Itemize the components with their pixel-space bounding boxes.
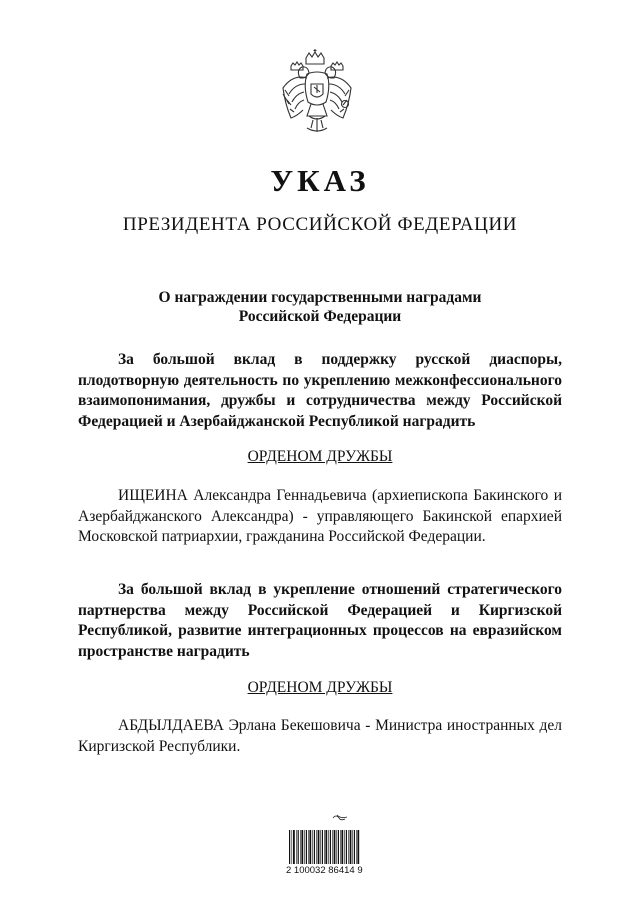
decree-heading: О награждении государственными наградами Российской Федерации — [158, 289, 482, 325]
award-name-2: ОРДЕНОМ ДРУЖБЫ — [247, 679, 393, 696]
award-name-1: ОРДЕНОМ ДРУЖБЫ — [247, 448, 393, 465]
coat-of-arms-icon — [273, 48, 361, 144]
decree-issuer: ПРЕЗИДЕНТА РОССИЙСКОЙ ФЕДЕРАЦИИ — [122, 214, 518, 235]
decree-title: УКАЗ — [270, 163, 370, 198]
award-basis-2: За большой вклад в укрепление отношений стратегического партнерства между Российской Федерацией и Киргизской Республикой, развитие интеграционных процессов на евразийском пространстве наградить — [78, 581, 562, 660]
award-recipient-2: АБДЫЛДАЕВА Эрлана Бекешовича - Министра иностранных дел Киргизской Республики. — [78, 717, 562, 755]
award-basis-1: За большой вклад в поддержку русской диаспоры, плодотворную деятельность по укреплению межконфессионального взаимопонимания, дружбы и сотрудничества между Российской Федерацией и Азербайджанской Республикой наградить — [78, 351, 562, 430]
barcode-number: 2 100032 86414 9 — [286, 865, 363, 876]
award-recipient-1: ИЩЕИНА Александра Геннадьевича (архиепископа Бакинского и Азербайджанского Александра) - управляющего Бакинской епархией Московской патриархии, гражданина Российской Федерации. — [78, 487, 562, 545]
